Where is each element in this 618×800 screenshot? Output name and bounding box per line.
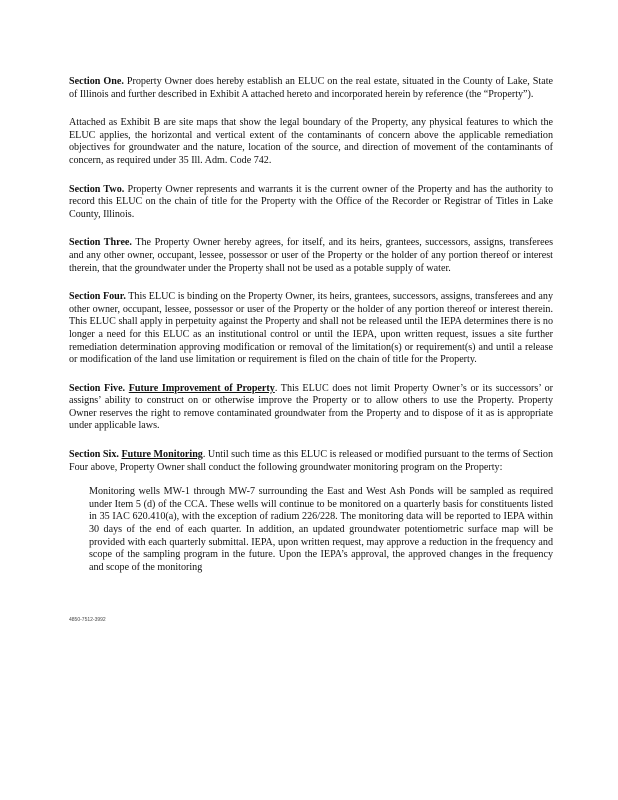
section-one-body: Property Owner does hereby establish an ELUC on the real estate, situated in the County of Lake, State of Illinois and further described in Exhibit A attached hereto and incorporated herein by reference (the “Property”). bbox=[69, 76, 553, 100]
section-one-paragraph bbox=[69, 76, 553, 101]
exhibit-b-body: Attached as Exhibit B are site maps that show the legal boundary of the Property, any physical features to which the ELUC applies, the horizontal and vertical extent of the contaminants of concern above the applicable remediation objectives for groundwater and the nature, location of the source, and direction of movement of the contaminants of concern, as required under 35 Ill. Adm. Code 742. bbox=[69, 117, 553, 166]
section-six-title: Future Monitoring bbox=[121, 449, 203, 461]
section-six-paragraph bbox=[69, 449, 553, 474]
section-three-heading: Section Three. bbox=[69, 237, 132, 249]
section-two-heading: Section Two. bbox=[69, 183, 125, 195]
document-page bbox=[69, 76, 553, 590]
section-five-title: Future Improvement of Property bbox=[128, 382, 275, 394]
section-five-heading: Section Five. bbox=[69, 382, 126, 394]
section-five-paragraph bbox=[69, 383, 553, 433]
document-footer-id: 4850-7512-3992 bbox=[69, 617, 106, 623]
section-six-heading: Section Six. bbox=[69, 449, 119, 461]
section-four-body: This ELUC is binding on the Property Owner, its heirs, grantees, successors, assigns, transferees and any other owner, occupant, lessee, possessor or user of the Property or the holder of any portion thereof or interest therein. This ELUC shall apply in perpetuity against the Property and shall not be released until the IEPA determines there is no longer a need for this ELUC as an institutional control or until the IEPA, upon written request, issues a site further remediation determination approving modification or removal of the limitation(s) or requirement(s) and until a release or modification of the land use limitation or requirement is filed on the chain of title for the Property. bbox=[69, 291, 553, 366]
section-one-heading: Section One. bbox=[69, 76, 124, 87]
section-three-paragraph bbox=[69, 237, 553, 275]
section-five-body: . This ELUC does not limit Property Owner’s or its successors’ or assigns’ ability to construct on or otherwise improve the Property or to allow others to use the Property. Property Owner reserves the right to remove contaminated groundwater from the Property and to dispose of it as is appropriate under applicable laws. bbox=[69, 382, 553, 432]
section-six-body: . Until such time as this ELUC is released or modified pursuant to the terms of Section Four above, Property Owner shall conduct the following groundwater monitoring program on the Property: bbox=[69, 449, 553, 473]
section-four-heading: Section Four. bbox=[69, 291, 126, 303]
exhibit-b-paragraph bbox=[69, 117, 553, 167]
monitoring-paragraph: Monitoring wells MW-1 through MW-7 surrounding the East and West Ash Ponds will be sampled as required under Item 5 (d) of the CCA. These wells will continue to be monitored on a quarterly basis for constituents listed in 35 IAC 620.410(a), with the exception of radium 226/228. The monitoring data will be reported to IEPA within 30 days of the end of each quarter. In addition, an updated groundwater potentiometric surface map will be provided with each quarterly submittal. IEPA, upon written request, may approve a reduction in the frequency and scope of the sampling program in the future. Upon the IEPA’s approval, the approved changes in the frequency and scope of the monitoring bbox=[89, 486, 553, 573]
section-four-paragraph bbox=[69, 291, 553, 367]
section-two-body: Property Owner represents and warrants it is the current owner of the Property and has the authority to record this ELUC on the chain of title for the Property with the Office of the Recorder or Registrar of Titles in Lake County, Illinois. bbox=[69, 183, 553, 220]
section-two-paragraph bbox=[69, 184, 553, 222]
section-three-body: The Property Owner hereby agrees, for itself, and its heirs, grantees, successors, assigns, transferees and any other owner, occupant, lessee, possessor or user of the Property or the holder of any portion thereof or interest therein, that the groundwater under the Property shall not be used as a potable supply of water. bbox=[69, 237, 553, 274]
